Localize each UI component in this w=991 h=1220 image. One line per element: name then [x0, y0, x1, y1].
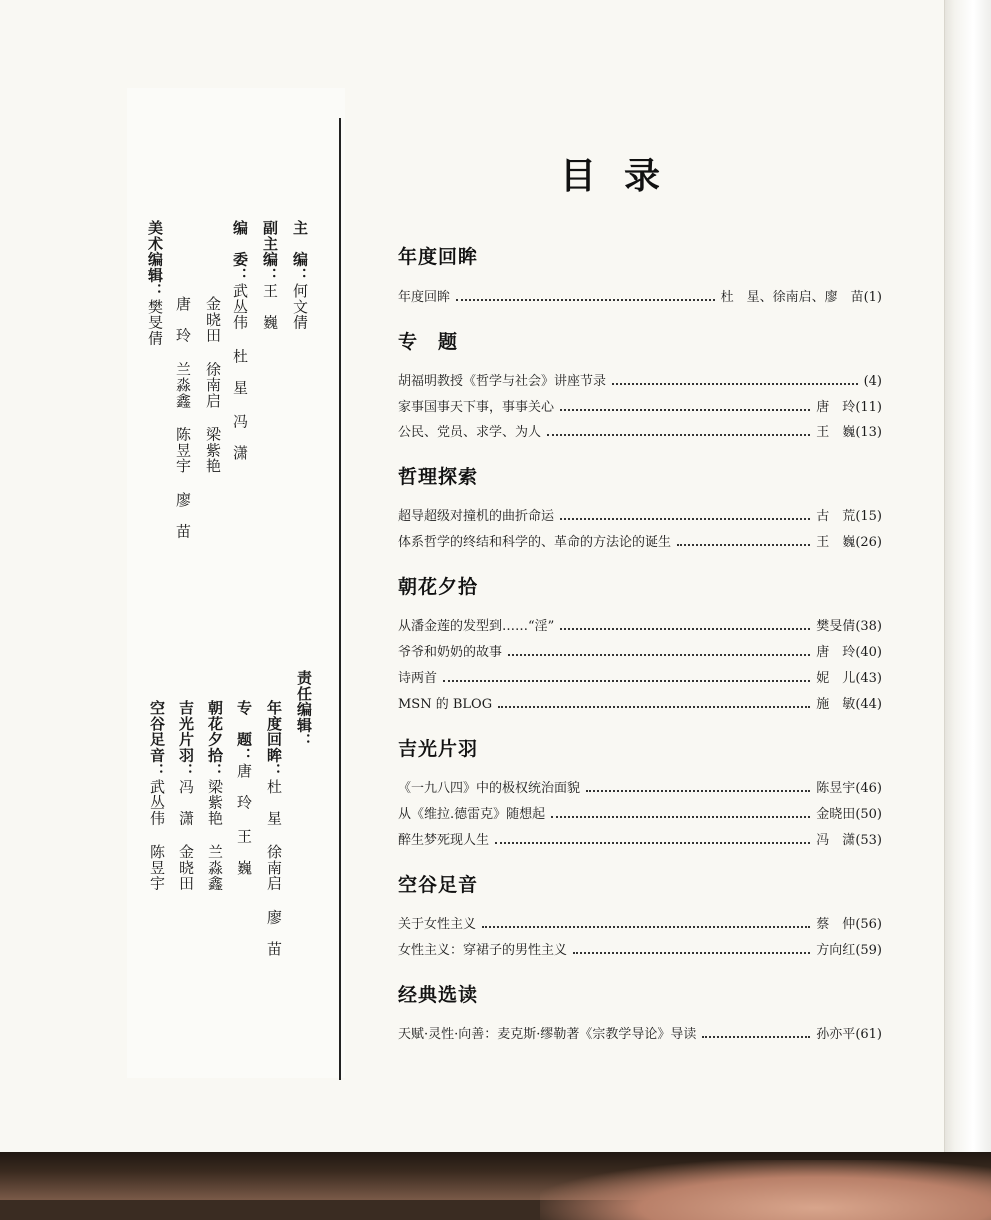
entry-title: 诗两首 [398, 671, 438, 686]
entry-title: 天赋·灵性·向善：麦克斯·缪勒著《宗教学导论》导读 [398, 1027, 697, 1042]
entry-page: (61) [855, 1027, 882, 1042]
board-member: 金晓田 [204, 296, 222, 344]
entry-page: (13) [855, 425, 882, 440]
responsible-editor-name: 冯 潇 [177, 778, 195, 826]
entry-author: 冯 潇 [816, 833, 856, 848]
responsible-editor-role: 朝花夕拾： [206, 700, 224, 779]
vertical-divider [339, 118, 341, 1080]
leader-dots [612, 383, 858, 385]
entry-page: (43) [855, 671, 882, 686]
toc-entry[interactable] [398, 912, 882, 932]
responsible-editor-column [266, 700, 281, 957]
responsible-editor-name: 廖 苗 [265, 909, 283, 957]
board-member: 唐 玲 [174, 296, 192, 344]
entry-author: 王 巍 [816, 535, 856, 550]
responsible-editor-name: 陈昱宇 [148, 844, 166, 892]
toc-entry[interactable] [398, 776, 882, 796]
entry-title: 爷爷和奶奶的故事 [398, 645, 503, 660]
toc-entry[interactable] [398, 369, 882, 389]
entry-author: 陈昱宇 [816, 781, 856, 796]
board-member: 徐南启 [204, 361, 222, 409]
responsible-editor-column [207, 700, 222, 891]
entry-title: 公民、党员、求学、为人 [398, 425, 542, 440]
leader-dots [573, 952, 810, 954]
board-member: 冯 潇 [231, 413, 249, 461]
entry-author: 唐 玲 [816, 400, 856, 415]
section-heading: 专 题 [398, 331, 459, 353]
board-member: 兰淼鑫 [174, 361, 192, 409]
entry-page: (46) [855, 781, 882, 796]
entry-author: 王 巍 [816, 425, 856, 440]
board-member: 武丛伟 [231, 283, 249, 331]
entry-author: 唐 玲 [816, 645, 856, 660]
entry-title: 从《维拉.德雷克》随想起 [398, 807, 546, 822]
toc-entry[interactable] [398, 938, 882, 958]
editorial-board-role: 编 委： [231, 220, 249, 283]
responsible-editor-role: 年度回眸： [265, 700, 283, 779]
leader-dots [551, 816, 810, 818]
finger-shadow [540, 1160, 991, 1220]
board-member: 廖 苗 [174, 491, 192, 539]
entry-title: 《一九八四》中的极权统治面貌 [398, 781, 581, 796]
toc-entry[interactable] [398, 285, 882, 305]
chief-editor-name: 何文倩 [291, 283, 309, 331]
entry-page: (15) [855, 509, 882, 524]
entry-title: 关于女性主义 [398, 917, 477, 932]
responsible-editor-role: 空谷足音： [148, 700, 166, 779]
section-heading: 朝花夕拾 [398, 576, 479, 598]
editorial-board-col2 [205, 296, 220, 474]
responsible-editor-column [149, 700, 164, 891]
entry-page: (26) [855, 535, 882, 550]
entry-author: 樊旻倩 [816, 619, 856, 634]
responsible-editor-name: 武丛伟 [148, 778, 166, 826]
entry-author: 金晓田 [816, 807, 856, 822]
entry-page: (38) [855, 619, 882, 634]
toc-title: 目录 [560, 156, 689, 197]
editorial-board-col3 [175, 296, 190, 539]
entry-page: (53) [855, 833, 882, 848]
responsible-editor-column [178, 700, 193, 891]
toc-entry[interactable] [398, 802, 882, 822]
board-member: 陈昱宇 [174, 426, 192, 474]
art-editor-credit [147, 220, 162, 346]
entry-page: (50) [855, 807, 882, 822]
leader-dots [456, 299, 715, 301]
toc-entry[interactable] [398, 614, 882, 634]
entry-author: 杜 星、徐南启、廖 苗 [720, 290, 864, 305]
entry-author: 施 敏 [816, 697, 856, 712]
entry-page: (56) [855, 917, 882, 932]
responsible-editors-title: 责任编辑： [295, 670, 313, 749]
toc-entry[interactable] [398, 1022, 882, 1042]
responsible-editor-role: 专 题： [235, 700, 253, 763]
toc-entry[interactable] [398, 530, 882, 550]
art-editor-role: 美术编辑： [146, 220, 164, 299]
entry-page: (1) [863, 290, 882, 305]
leader-dots [560, 409, 810, 411]
chief-editor-role: 主 编： [291, 220, 309, 283]
leader-dots [482, 926, 810, 928]
page-edge [944, 0, 991, 1152]
responsible-editor-name: 王 巍 [235, 828, 253, 876]
chief-editor-credit [292, 220, 307, 330]
entry-page: (4) [863, 374, 882, 389]
leader-dots [586, 790, 810, 792]
entry-title: 醉生梦死现人生 [398, 833, 490, 848]
entry-author: 蔡 仲 [816, 917, 856, 932]
section-heading: 年度回眸 [398, 246, 479, 268]
entry-page: (40) [855, 645, 882, 660]
section-heading: 哲理探索 [398, 466, 479, 488]
entry-author: 古 荒 [816, 509, 856, 524]
responsible-editor-name: 兰淼鑫 [206, 844, 224, 892]
section-heading: 吉光片羽 [398, 738, 479, 760]
entry-page: (11) [855, 400, 882, 415]
entry-page: (44) [855, 697, 882, 712]
toc-entry[interactable] [398, 828, 882, 848]
entry-title: MSN 的 BLOG [398, 697, 493, 712]
leader-dots [508, 654, 810, 656]
responsible-editor-name: 梁紫艳 [206, 778, 224, 826]
toc-entry[interactable] [398, 692, 882, 712]
section-heading: 经典选读 [398, 984, 479, 1006]
leader-dots [498, 706, 810, 708]
leader-dots [547, 434, 810, 436]
responsible-editor-name: 唐 玲 [235, 763, 253, 811]
toc-entry[interactable] [398, 420, 882, 440]
section-heading: 空谷足音 [398, 874, 479, 896]
deputy-editor-credit [262, 220, 277, 330]
responsible-editor-role: 吉光片羽： [177, 700, 195, 779]
entry-author: 妮 儿 [816, 671, 856, 686]
leader-dots [677, 544, 810, 546]
entry-title: 家事国事天下事，事事关心 [398, 400, 555, 415]
entry-page: (59) [855, 943, 882, 958]
responsible-editor-name: 金晓田 [177, 844, 195, 892]
entry-title: 胡福明教授《哲学与社会》讲座节录 [398, 374, 607, 389]
deputy-editor-role: 副主编： [261, 220, 279, 283]
art-editor-name: 樊旻倩 [146, 298, 164, 346]
leader-dots [702, 1036, 810, 1038]
responsible-editor-name: 杜 星 [265, 778, 283, 826]
responsible-editor-column [236, 700, 251, 876]
toc-entry[interactable] [398, 640, 882, 660]
board-member: 杜 星 [231, 348, 249, 396]
leader-dots [443, 680, 810, 682]
leader-dots [560, 628, 810, 630]
entry-title: 体系哲学的终结和科学的、革命的方法论的诞生 [398, 535, 672, 550]
toc-entry[interactable] [398, 504, 882, 524]
toc-entry[interactable] [398, 395, 882, 415]
entry-author: 方向红 [816, 943, 856, 958]
entry-title: 女性主义：穿裙子的男性主义 [398, 943, 568, 958]
toc-entry[interactable] [398, 666, 882, 686]
editorial-board-credit [232, 220, 247, 461]
entry-author: 孙亦平 [816, 1027, 856, 1042]
board-member: 梁紫艳 [204, 426, 222, 474]
leader-dots [560, 518, 810, 520]
leader-dots [495, 842, 810, 844]
entry-title: 超导超级对撞机的曲折命运 [398, 509, 555, 524]
responsible-editor-name: 徐南启 [265, 844, 283, 892]
deputy-editor-name: 王 巍 [261, 283, 279, 331]
entry-title: 年度回眸 [398, 290, 451, 305]
entry-title: 从潘金莲的发型到……“淫” [398, 619, 555, 634]
